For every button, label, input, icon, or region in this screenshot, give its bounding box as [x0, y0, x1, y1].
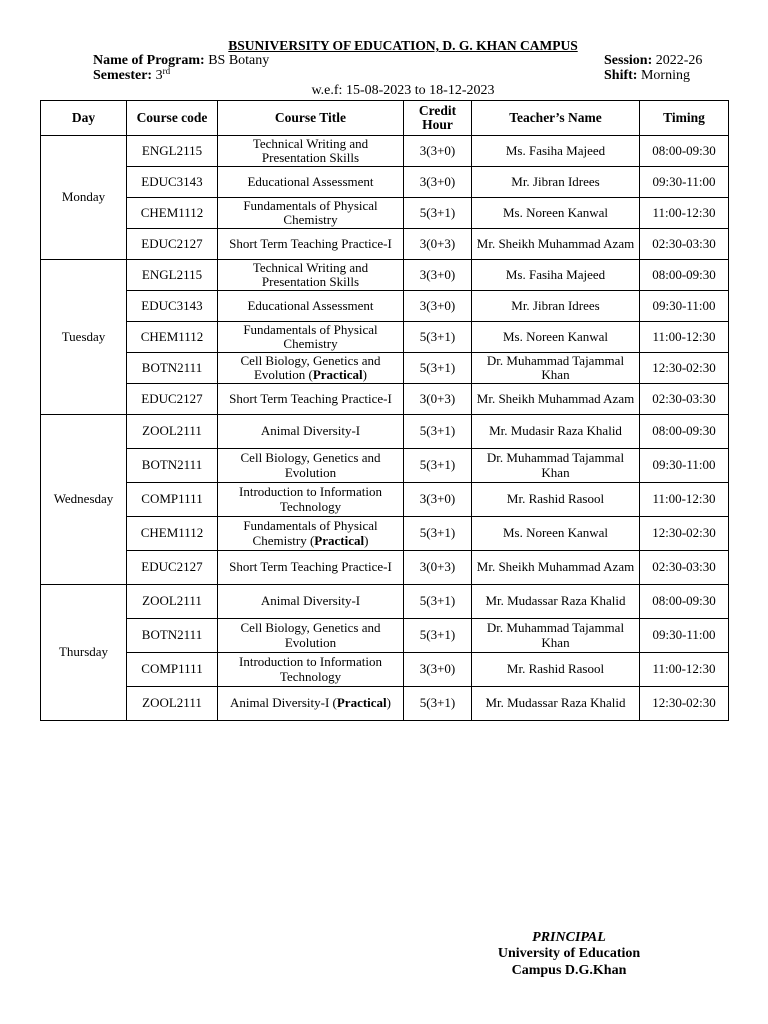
timing-cell: 02:30-03:30	[640, 384, 729, 415]
course-code-cell: BOTN2111	[127, 449, 218, 483]
signature-org: University of Education	[497, 946, 641, 961]
header-timing: Timing	[640, 101, 729, 136]
program-label: Name of Program:	[93, 53, 205, 68]
header-course-title: Course Title	[218, 101, 404, 136]
table-row	[41, 167, 729, 198]
header-course-code: Course code	[127, 101, 218, 136]
table-row	[41, 291, 729, 322]
course-code-cell: COMP1111	[127, 653, 218, 687]
teacher-name-cell: Mr. Jibran Idrees	[472, 291, 640, 322]
timetable	[40, 100, 729, 721]
table-row	[41, 687, 729, 721]
credit-hour-cell: 3(3+0)	[404, 653, 472, 687]
course-title-cell: Cell Biology, Genetics and Evolution	[218, 619, 404, 653]
practical-label: Practical	[314, 532, 365, 548]
course-code-cell: COMP1111	[127, 483, 218, 517]
table-row	[41, 449, 729, 483]
teacher-name-cell: Mr. Sheikh Muhammad Azam	[472, 384, 640, 415]
credit-hour-cell: 5(3+1)	[404, 585, 472, 619]
day-cell: Thursday	[41, 585, 127, 721]
teacher-name-cell: Ms. Noreen Kanwal	[472, 517, 640, 551]
course-code-cell: ENGL2115	[127, 260, 218, 291]
teacher-name-cell: Ms. Noreen Kanwal	[472, 322, 640, 353]
timing-cell: 12:30-02:30	[640, 687, 729, 721]
course-code-cell: CHEM1112	[127, 322, 218, 353]
course-code-cell: ZOOL2111	[127, 687, 218, 721]
teacher-name-cell: Ms. Fasiha Majeed	[472, 260, 640, 291]
timing-cell: 11:00-12:30	[640, 653, 729, 687]
table-row	[41, 415, 729, 449]
table-row	[41, 653, 729, 687]
teacher-name-cell: Ms. Noreen Kanwal	[472, 198, 640, 229]
course-title-cell	[218, 517, 404, 551]
table-row	[41, 551, 729, 585]
timing-cell: 08:00-09:30	[640, 136, 729, 167]
table-row	[41, 136, 729, 167]
credit-hour-cell: 5(3+1)	[404, 322, 472, 353]
timing-cell: 08:00-09:30	[640, 585, 729, 619]
course-title-suffix: )	[362, 367, 367, 382]
course-code-cell: EDUC3143	[127, 291, 218, 322]
course-code-cell: EDUC2127	[127, 229, 218, 260]
teacher-name-cell: Dr. Muhammad Tajammal Khan	[472, 449, 640, 483]
table-header-row	[41, 101, 729, 136]
credit-hour-cell: 3(3+0)	[404, 260, 472, 291]
shift-label: Shift:	[604, 68, 638, 83]
timing-cell: 12:30-02:30	[640, 353, 729, 384]
credit-hour-cell: 3(0+3)	[404, 229, 472, 260]
table-row	[41, 229, 729, 260]
course-code-cell: ZOOL2111	[127, 415, 218, 449]
shift-info	[604, 68, 690, 84]
course-title-cell: Cell Biology, Genetics and Evolution	[218, 449, 404, 483]
credit-hour-cell: 5(3+1)	[404, 449, 472, 483]
wef-value: 15-08-2023 to 18-12-2023	[345, 83, 495, 98]
timing-cell: 09:30-11:00	[640, 167, 729, 198]
credit-hour-cell: 3(3+0)	[404, 136, 472, 167]
semester-label: Semester:	[93, 68, 153, 83]
course-title-text: Animal Diversity-I (	[229, 695, 337, 711]
course-title-suffix: )	[386, 695, 392, 711]
course-title-cell	[218, 353, 404, 384]
teacher-name-cell: Mr. Mudassar Raza Khalid	[472, 585, 640, 619]
timing-cell: 09:30-11:00	[640, 449, 729, 483]
course-title-cell: Technical Writing and Presentation Skills	[218, 260, 404, 291]
timing-cell: 02:30-03:30	[640, 551, 729, 585]
course-title-cell: Short Term Teaching Practice-I	[218, 384, 404, 415]
timing-cell: 08:00-09:30	[640, 260, 729, 291]
table-row	[41, 384, 729, 415]
course-title-cell: Fundamentals of Physical Chemistry	[218, 198, 404, 229]
semester-value: 3	[155, 68, 163, 83]
table-row	[41, 585, 729, 619]
course-title-text: Cell Biology, Genetics and Evolution (	[240, 352, 381, 382]
document-title: BSUNIVERSITY OF EDUCATION, D. G. KHAN CAMPUS	[228, 38, 578, 53]
day-cell: Tuesday	[41, 260, 127, 415]
course-code-cell: CHEM1112	[127, 198, 218, 229]
practical-label: Practical	[336, 695, 387, 711]
credit-hour-cell: 5(3+1)	[404, 687, 472, 721]
shift-value: Morning	[640, 68, 690, 83]
course-title-cell: Introduction to Information Technology	[218, 483, 404, 517]
course-title-cell: Short Term Teaching Practice-I	[218, 229, 404, 260]
course-title-cell: Educational Assessment	[218, 167, 404, 198]
timetable-body	[41, 136, 729, 721]
course-code-cell: EDUC2127	[127, 551, 218, 585]
credit-hour-cell: 5(3+1)	[404, 353, 472, 384]
course-code-cell: EDUC3143	[127, 167, 218, 198]
signature-role: PRINCIPAL	[532, 930, 606, 945]
credit-hour-cell: 3(0+3)	[404, 551, 472, 585]
course-code-cell: BOTN2111	[127, 353, 218, 384]
teacher-name-cell: Mr. Sheikh Muhammad Azam	[472, 229, 640, 260]
timing-cell: 11:00-12:30	[640, 198, 729, 229]
credit-hour-cell: 3(3+0)	[404, 167, 472, 198]
course-code-cell: BOTN2111	[127, 619, 218, 653]
effective-dates	[0, 83, 768, 99]
course-title-cell: Educational Assessment	[218, 291, 404, 322]
credit-hour-cell: 5(3+1)	[404, 619, 472, 653]
timing-cell: 09:30-11:00	[640, 619, 729, 653]
course-title-cell: Technical Writing and Presentation Skills	[218, 136, 404, 167]
credit-hour-cell: 5(3+1)	[404, 198, 472, 229]
timing-cell: 09:30-11:00	[640, 291, 729, 322]
course-title-cell	[218, 687, 404, 721]
credit-hour-cell: 5(3+1)	[404, 415, 472, 449]
table-row	[41, 322, 729, 353]
table-row	[41, 619, 729, 653]
header-credit-hour: Credit Hour	[404, 101, 472, 136]
course-code-cell: ENGL2115	[127, 136, 218, 167]
teacher-name-cell: Mr. Rashid Rasool	[472, 653, 640, 687]
table-row	[41, 517, 729, 551]
credit-hour-cell: 3(3+0)	[404, 291, 472, 322]
credit-hour-cell: 3(3+0)	[404, 483, 472, 517]
session-info	[604, 53, 702, 69]
program-value: BS Botany	[208, 53, 270, 68]
timing-cell: 12:30-02:30	[640, 517, 729, 551]
course-code-cell: CHEM1112	[127, 517, 218, 551]
teacher-name-cell: Dr. Muhammad Tajammal Khan	[472, 619, 640, 653]
session-value: 2022-26	[655, 53, 703, 68]
timing-cell: 11:00-12:30	[640, 483, 729, 517]
course-title-cell: Animal Diversity-I	[218, 585, 404, 619]
table-row	[41, 198, 729, 229]
timing-cell: 08:00-09:30	[640, 415, 729, 449]
session-label: Session:	[604, 53, 653, 68]
course-title-text: Fundamentals of Physical Chemistry (	[243, 518, 378, 548]
program-info	[93, 53, 269, 69]
signature-campus: Campus D.G.Khan	[511, 963, 627, 978]
teacher-name-cell: Dr. Muhammad Tajammal Khan	[472, 353, 640, 384]
table-row	[41, 353, 729, 384]
timing-cell: 11:00-12:30	[640, 322, 729, 353]
course-title-cell: Short Term Teaching Practice-I	[218, 551, 404, 585]
day-cell: Monday	[41, 136, 127, 260]
credit-hour-cell: 3(0+3)	[404, 384, 472, 415]
practical-label: Practical	[312, 367, 363, 382]
teacher-name-cell: Mr. Mudassar Raza Khalid	[472, 687, 640, 721]
course-title-cell: Animal Diversity-I	[218, 415, 404, 449]
wef-label: w.e.f:	[311, 83, 343, 98]
teacher-name-cell: Mr. Jibran Idrees	[472, 167, 640, 198]
course-code-cell: EDUC2127	[127, 384, 218, 415]
teacher-name-cell: Mr. Sheikh Muhammad Azam	[472, 551, 640, 585]
course-title-cell: Fundamentals of Physical Chemistry	[218, 322, 404, 353]
header-day: Day	[41, 101, 127, 136]
semester-sup: rd	[162, 66, 171, 76]
teacher-name-cell: Ms. Fasiha Majeed	[472, 136, 640, 167]
teacher-name-cell: Mr. Mudasir Raza Khalid	[472, 415, 640, 449]
table-row	[41, 483, 729, 517]
header-teacher-name: Teacher’s Name	[472, 101, 640, 136]
teacher-name-cell: Mr. Rashid Rasool	[472, 483, 640, 517]
course-title-suffix: )	[364, 532, 369, 548]
timing-cell: 02:30-03:30	[640, 229, 729, 260]
table-row	[41, 260, 729, 291]
course-title-cell: Introduction to Information Technology	[218, 653, 404, 687]
course-code-cell: ZOOL2111	[127, 585, 218, 619]
semester-info	[93, 68, 170, 84]
credit-hour-cell: 5(3+1)	[404, 517, 472, 551]
day-cell: Wednesday	[41, 415, 127, 585]
